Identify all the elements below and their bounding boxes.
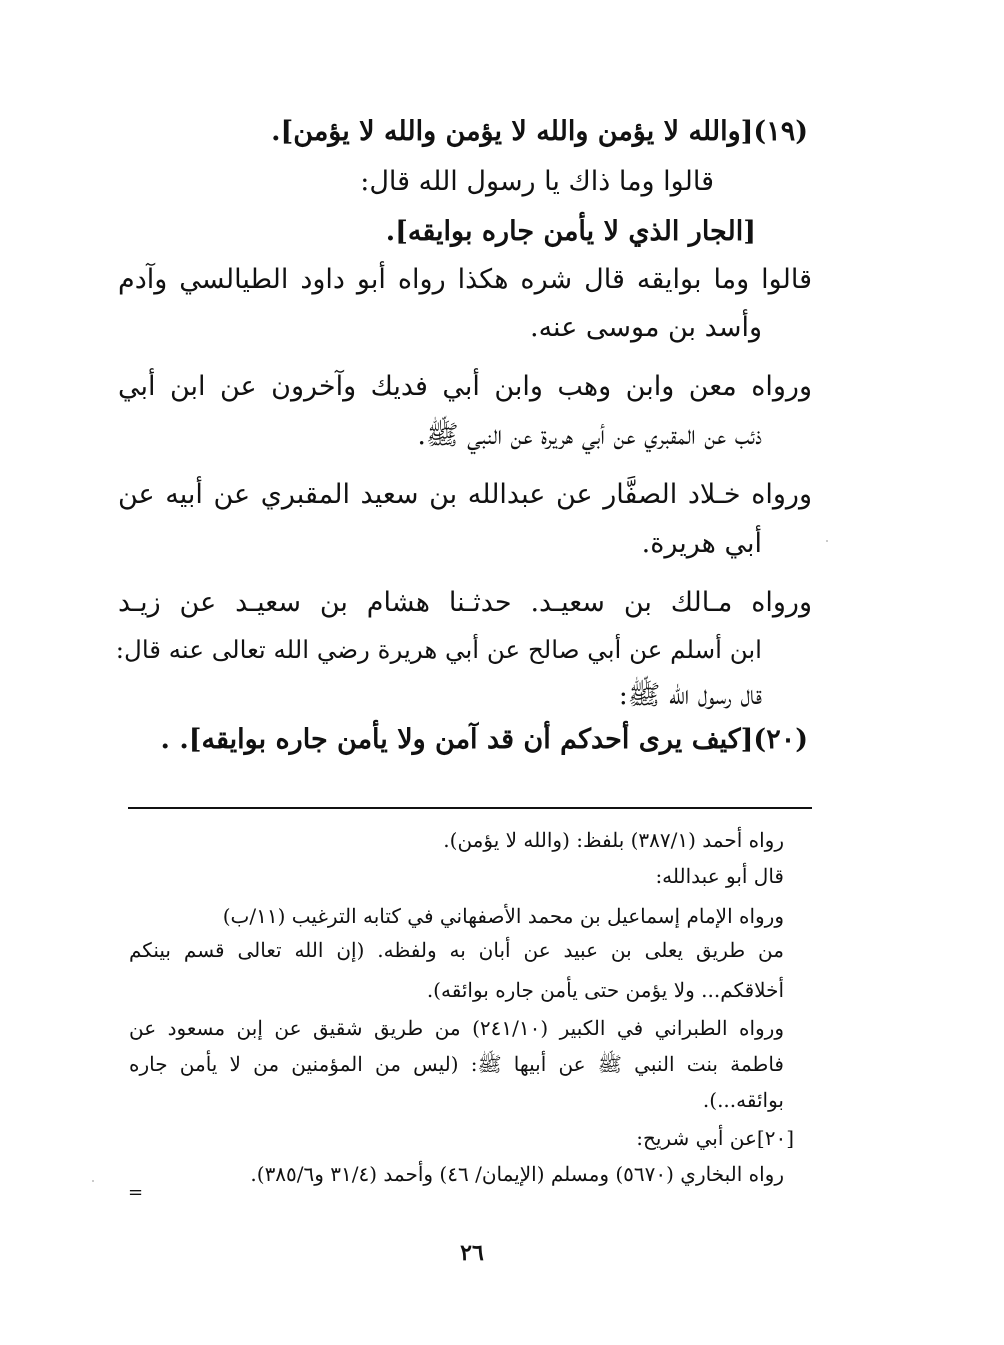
footnote-line-6: ورواه الطبراني في الكبير (٢٤١/١٠) من طريق شقيق عن إبن مسعود عن [129,1016,784,1040]
footnote-line-5: أخلاقكم... ولا يؤمن حتى يأمن جاره بوائقه). [426,978,784,1002]
main-text-line-6: ورواه معن وابن وهب وابن أبي فديك وآخرون عن ابن أبي [118,371,812,402]
main-text-line-4: قالوا وما بوايقه قال شره هكذا رواه أبو داود الطيالسي وآدم [118,264,812,295]
scan-speck [92,1180,94,1182]
footnote-line-1: رواه أحمد (٣٨٧/١) بلفظ: (والله لا يؤمن). [443,828,784,852]
main-text-line-8: ورواه خـلاد الصفَّار عن عبدالله بن سعيد المقبري عن أبيه عن [118,479,812,510]
main-text-line-7: ذئب عن المقبري عن أبي هريرة عن النبي ﷺ. [417,420,762,451]
hadith-20-line: (٢٠)[كيف يرى أحدكم أن قد آمن ولا يأمن جاره بوايقه]. . [160,724,808,755]
footnote-separator [128,807,812,809]
continuation-mark: = [128,1182,144,1203]
scan-speck [826,540,828,542]
main-text-line-2: قالوا وما ذاك يا رسول الله قال: [360,166,714,197]
footnote-line-2: قال أبو عبدالله: [655,864,784,888]
page-number: ٢٦ [460,1240,484,1266]
footnote-line-3: ورواه الإمام إسماعيل بن محمد الأصفهاني في كتابه الترغيب (١١/ب) [222,904,784,928]
main-text-line-12: قال رسول الله ﷺ: [618,680,762,711]
footnote-line-4: من طريق يعلى بن عبيد عن أبان به ولفظه. (إن الله تعالى قسم بينكم [129,938,784,962]
footnote-line-9: [٢٠]عن أبي شريح: [636,1126,794,1150]
main-text-line-9: أبي هريرة. [641,528,762,559]
main-text-line-10: ورواه مـالك بن سعيـد. حدثـنا هشام بن سعيـد عن زيـد [118,587,812,618]
main-text-line-5: وأسد بن موسى عنه. [529,312,762,343]
hadith-19-line: (١٩)[والله لا يؤمن والله لا يؤمن والله لا يؤمن]. [271,116,808,147]
main-text-line-3: [الجار الذي لا يأمن جاره بوايقه]. [385,216,756,247]
footnote-line-8: بوائقه...). [702,1088,784,1112]
main-text-line-11: ابن أسلم عن أبي صالح عن أبي هريرة رضي الله تعالى عنه قال: [115,635,762,664]
footnote-line-7: فاطمة بنت النبي ﷺ عن أبيها ﷺ: (ليس من المؤمنين من لا يأمن جاره [129,1052,784,1076]
footnote-line-10: رواه البخاري (٥٦٧٠) ومسلم (الإيمان/ ٤٦) وأحمد (٣١/٤ و٣٨٥/٦). [250,1162,784,1186]
